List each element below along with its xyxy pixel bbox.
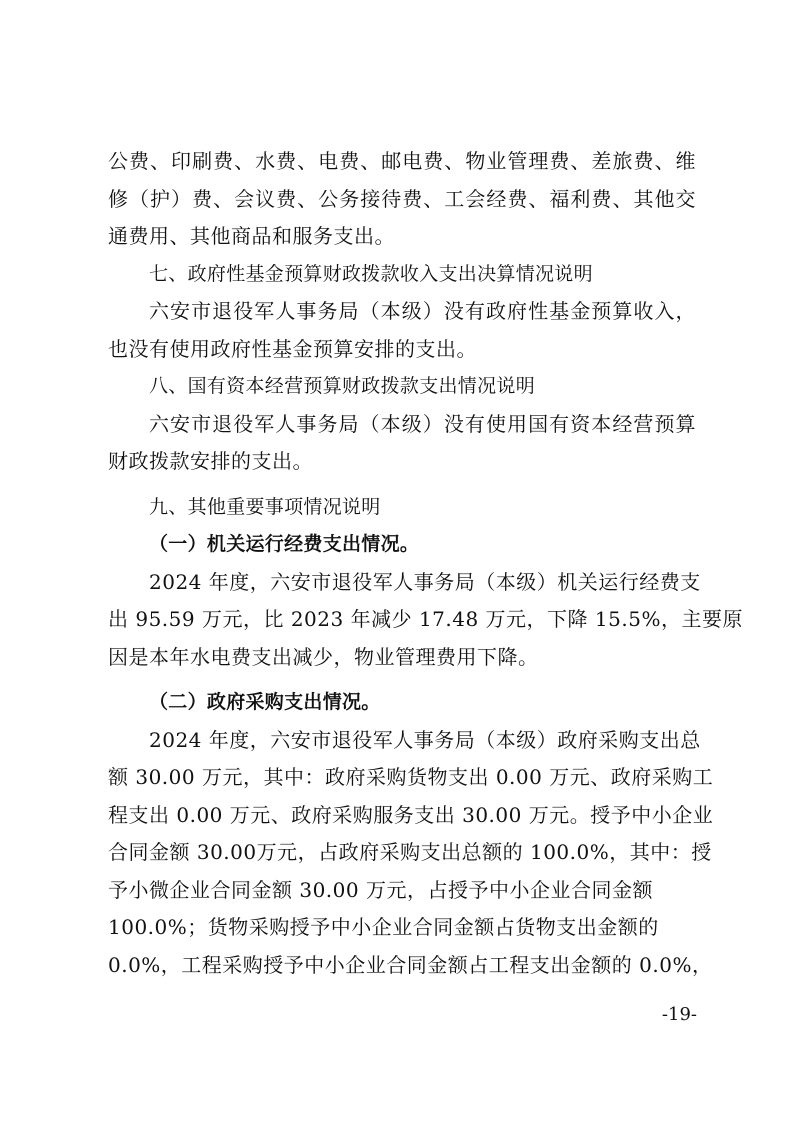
text-line: 通费用、其他商品和服务支出。 [108, 224, 395, 248]
page-number: -19- [661, 1004, 697, 1025]
text-line: 100.0%；货物采购授予中小企业合同金额占货物支出金额的 [108, 915, 659, 939]
text-line: 六安市退役军人事务局（本级）没有使用国有资本经营预算 [149, 411, 696, 436]
text-line: 额 30.00 万元，其中：政府采购货物支出 0.00 万元、政府采购工 [108, 765, 714, 789]
section-heading: 八、国有资本经营预算财政拨款支出情况说明 [149, 375, 536, 397]
text-line: 出 95.59 万元，比 2023 年减少 17.48 万元，下降 15.5%，主要原 [108, 607, 743, 631]
text-line: 程支出 0.00 万元、政府采购服务支出 30.00 万元。授予中小企业 [108, 802, 714, 827]
text-line: 2024 年度，六安市退役军人事务局（本级）机关运行经费支 [149, 569, 701, 594]
section-heading: 七、政府性基金预算财政拨款收入支出决算情况说明 [149, 262, 593, 285]
text-line: 因是本年水电费支出减少，物业管理费用下降。 [108, 644, 539, 669]
text-line: 0.0%，工程采购授予中小企业合同金额占工程支出金额的 0.0%， [108, 952, 713, 977]
text-line: 财政拨款安排的支出。 [108, 449, 313, 473]
text-line: 公费、印刷费、水费、电费、邮电费、物业管理费、差旅费、维 [108, 149, 696, 173]
subsection-heading: （二）政府采购支出情况。 [149, 691, 381, 713]
section-heading: 九、其他重要事项情况说明 [149, 495, 381, 518]
paragraph-gap [108, 481, 696, 489]
text-line: 予小微企业合同金额 30.00 万元，占授予中小企业合同金额 [108, 877, 653, 902]
text-line: 六安市退役军人事务局（本级）没有政府性基金预算收入， [149, 299, 696, 323]
document-body [108, 143, 743, 984]
paragraph-gap [108, 676, 696, 684]
subsection-heading: （一）机关运行经费支出情况。 [149, 533, 420, 555]
text-line: 2024 年度，六安市退役军人事务局（本级）政府采购支出总 [149, 727, 701, 752]
text-line: 合同金额 30.00万元，占政府采购支出总额的 100.0%，其中：授 [108, 840, 712, 864]
text-line: 修（护）费、会议费、公务接待费、工会经费、福利费、其他交 [108, 186, 696, 211]
text-line: 也没有使用政府性基金预算安排的支出。 [108, 336, 477, 361]
